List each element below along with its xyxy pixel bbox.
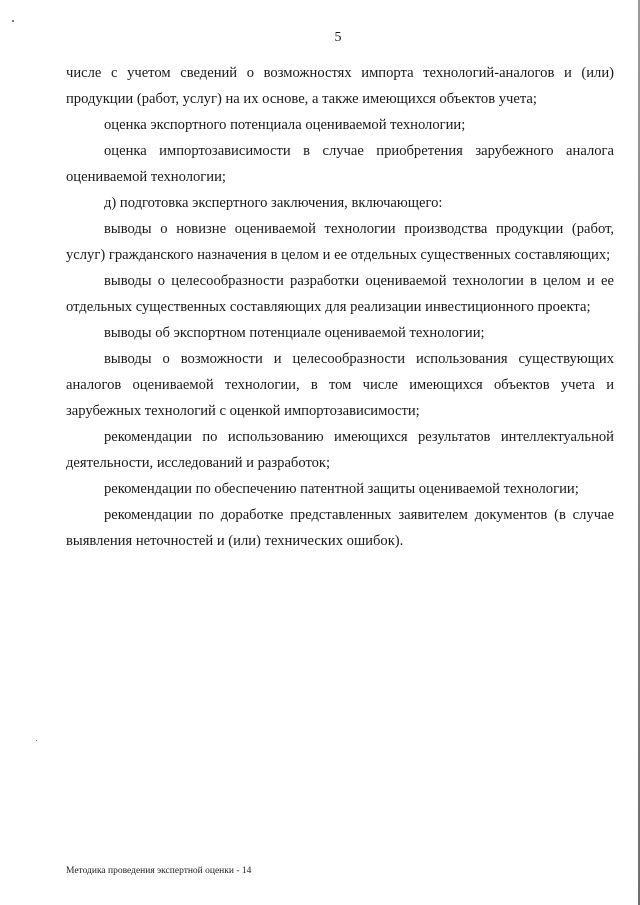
paragraph: рекомендации по обеспечению патентной защиты оцениваемой технологии; (104, 481, 579, 497)
page-number: 5 (334, 30, 342, 45)
scan-speck (12, 20, 14, 22)
paragraph: оценка экспортного потенциала оцениваемой технологии; (104, 117, 466, 133)
paragraph: выводы об экспортном потенциале оцениваемой технологии; (104, 325, 485, 341)
paragraph: рекомендации по использованию имеющихся результатов интеллектуальной деятельности, исследований и разработок; (66, 429, 614, 471)
paragraph: д) подготовка экспертного заключения, включающего: (104, 195, 443, 211)
paragraph: оценка импортозависимости в случае приобретения зарубежного аналога оцениваемой технологии; (66, 143, 614, 185)
paragraph: выводы о возможности и целесообразности использования существующих аналогов оцениваемой технологии, в том числе имеющихся объектов учета и зарубежных технологий с оценкой импортозависимости; (66, 351, 614, 419)
paragraph: рекомендации по доработке представленных заявителем документов (в случае выявления неточностей и (или) технических ошибок). (66, 507, 614, 549)
paragraph: выводы о целесообразности разработки оцениваемой технологии в целом и ее отдельных существенных составляющих для реализации инвестиционного проекта; (66, 273, 614, 315)
footer-text: Методика проведения экспертной оценки - 14 (66, 866, 252, 876)
scan-speck (36, 740, 37, 741)
document-body (66, 60, 614, 554)
paragraph-continuation: числе с учетом сведений о возможностях импорта технологий-аналогов и (или) продукции (работ, услуг) на их основе, а также имеющихся объектов учета; (66, 65, 614, 107)
paragraph: выводы о новизне оцениваемой технологии производства продукции (работ, услуг) гражданского назначения в целом и ее отдельных существенных составляющих; (66, 221, 614, 263)
